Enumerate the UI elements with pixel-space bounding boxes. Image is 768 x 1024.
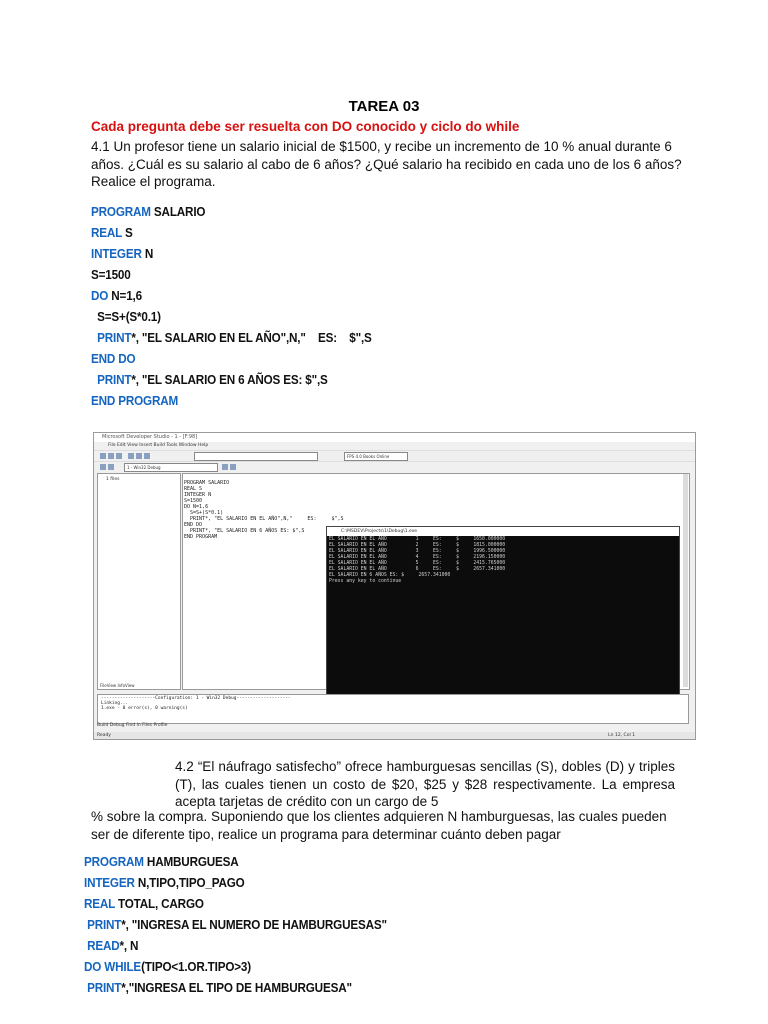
ide-menu-bar: File Edit View Insert Build Tools Window Help — [108, 443, 209, 448]
code-line: REAL S — [91, 225, 133, 240]
instructions-subtitle: Cada pregunta debe ser resuelta con DO conocido y ciclo do while — [91, 119, 520, 134]
code-line: PROGRAM SALARIO — [91, 204, 206, 219]
editor-scrollbar — [683, 474, 688, 687]
code-line: REAL TOTAL, CARGO — [84, 896, 204, 911]
code-line: PRINT*, "EL SALARIO EN EL AÑO",N," ES: $",S — [91, 330, 372, 345]
page-title: TAREA 03 — [348, 98, 420, 115]
code-line: END DO — [91, 351, 136, 366]
build-icon — [108, 464, 114, 470]
code-line: END PROGRAM — [91, 393, 179, 408]
status-text: Ready — [97, 733, 111, 738]
console-output: EL SALARIO EN EL AÑO 1 ES: $ 1650.000000 EL SALARIO EN EL AÑO 2 ES: $ 1815.000000 EL SALARIO EN EL AÑO 3 ES: $ 1996.500000 EL SALARIO EN EL AÑO 4 ES: $ 2196.150000 EL SALARIO EN EL AÑO 5 ES: $ 2415.765000 EL SALARIO EN EL AÑO 6 ES: $ 2657.341000 EL SALARIO EN 6 AÑOS ES: $ 2657.341000 Press any key to continue — [329, 537, 506, 584]
code-line: READ*, N — [84, 938, 139, 953]
code-line: S=1500 — [91, 267, 131, 282]
status-bar — [94, 732, 695, 739]
output-tabs: Build Debug Find in Files Profile — [97, 723, 168, 728]
cut-icon — [128, 453, 134, 459]
code-line: S=S+(S*0.1) — [91, 309, 161, 324]
question-4-1-text: 4.1 Un profesor tiene un salario inicial de $1500, y recibe un incremento de 10 % anual durante 6 años. ¿Cuál es su salario al cabo de 6 años? ¿Qué salario ha recibido en cada uno de los 6 años? Realice el programa. — [91, 139, 682, 189]
ide-title-bar: Microsoft Developer Studio - 1 - [F:98] — [94, 433, 695, 442]
code-line: PRINT*,"INGRESA EL TIPO DE HAMBURGUESA" — [84, 980, 352, 995]
code-line: DO N=1,6 — [91, 288, 142, 303]
ide-screenshot — [93, 432, 696, 740]
code-line: PROGRAM HAMBURGUESA — [84, 854, 239, 869]
question-4-2-text-cont: % sobre la compra. Suponiendo que los clientes adquieren N hamburguesas, las cuales pueden ser de diferente tipo, realice un programa para determinar cuánto deben pagar — [91, 809, 667, 842]
file-tree-root: 1 files — [106, 477, 120, 482]
file-tree-panel — [97, 473, 181, 690]
save-icon — [116, 453, 122, 459]
open-icon — [108, 453, 114, 459]
paste-icon — [144, 453, 150, 459]
run-icon — [230, 464, 236, 470]
build-output-text: --------------------Configuration: 1 - Win32 Debug-------------------- Linking... 1.exe - 0 error(s), 0 warning(s) — [101, 696, 291, 711]
console-title: C:\MSDEV\Projects\1\Debug\1.exe — [327, 527, 679, 536]
compile-icon — [100, 464, 106, 470]
code-line: INTEGER N,TIPO,TIPO_PAGO — [84, 875, 245, 890]
build-output — [97, 694, 689, 724]
code-line: PRINT*, "INGRESA EL NUMERO DE HAMBURGUESAS" — [84, 917, 387, 932]
new-file-icon — [100, 453, 106, 459]
console-window — [326, 526, 680, 720]
copy-icon — [136, 453, 142, 459]
editor-code: PROGRAM SALARIO REAL S INTEGER N S=1500 DO N=1,6 S=S+(S*0.1) PRINT*, "EL SALARIO EN EL AÑO",N," ES: $",S END DO PRINT*, "EL SALARIO EN 6 AÑOS ES: $",S END PROGRAM — [184, 480, 344, 540]
question-4-2-text: 4.2 “El náufrago satisfecho” ofrece hamburguesas sencillas (S), dobles (D) y triples (T), las cuales tienen un costo de $20, $25 y $28 respectivamente. La empresa acepta tarjetas de crédito con un cargo de 5 — [175, 759, 675, 809]
code-line: PRINT*, "EL SALARIO EN 6 AÑOS ES: $",S — [91, 372, 328, 387]
ide-toolbar-2 — [94, 461, 695, 472]
code-line: INTEGER N — [91, 246, 154, 261]
books-combo: FPS 4.0 Books Online — [344, 452, 408, 461]
left-panel-tabs: FileView InfoView — [100, 683, 135, 688]
code-line: DO WHILE(TIPO<1.OR.TIPO>3) — [84, 959, 251, 974]
config-combo: 1 - Win32 Debug — [124, 463, 218, 472]
go-icon — [222, 464, 228, 470]
ide-toolbar-1 — [94, 450, 695, 461]
code-block-hamburguesa — [84, 854, 421, 1001]
find-combo — [194, 452, 318, 461]
code-block-salario — [91, 204, 403, 414]
cursor-position: Ln 12, Col 1 — [608, 733, 635, 738]
